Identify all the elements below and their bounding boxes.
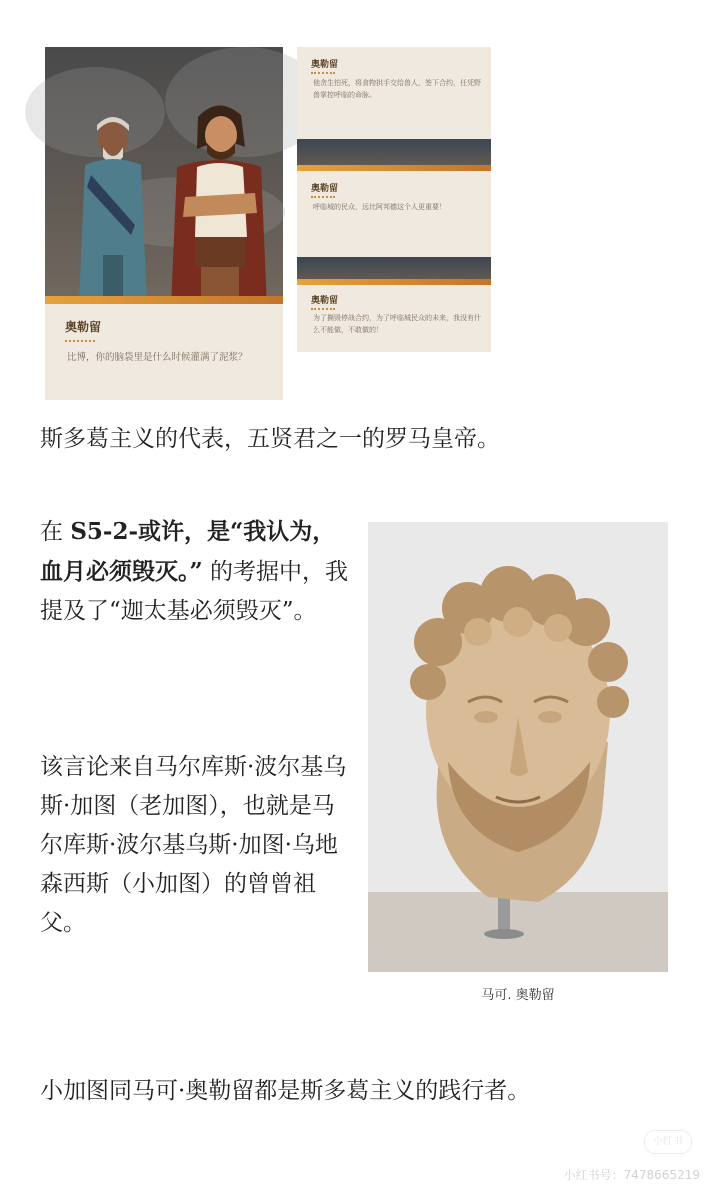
paragraph-intro: 斯多葛主义的代表，五贤君之一的罗马皇帝。 bbox=[40, 426, 500, 452]
paragraph-conclusion: 小加图同马可·奥勒留都是斯多葛主义的践行者。 bbox=[40, 1078, 531, 1104]
dotted-divider bbox=[65, 340, 95, 344]
dialogue-line: 呼临城的民众，远比阿邦德这个人更重要！ bbox=[313, 203, 446, 211]
dialogue-line: 比博，你的脑袋里是什么时候灌满了泥浆？ bbox=[67, 352, 248, 363]
figure-caption: 马可. 奥勒留 bbox=[481, 988, 555, 1003]
aurelius-character-illustration bbox=[163, 97, 273, 307]
speaker-name: 奥勒留 bbox=[311, 296, 339, 306]
dialogue-accent-band bbox=[45, 296, 283, 304]
paragraph-cato: 该言论来自马尔库斯·波尔基乌斯·加图（老加图），也就是马尔库斯·波尔基乌斯·加图·乌地森西斯（小加图）的曾曾祖父。 bbox=[40, 754, 347, 936]
dialogue-panel-1 bbox=[297, 47, 491, 139]
xiaohongshu-logo: 小红书 bbox=[644, 1130, 692, 1154]
game-screenshot-right bbox=[297, 47, 491, 352]
paragraph-reference-bold: S5-2-或许，是“我认为，血月必须毁灭。” bbox=[40, 518, 336, 585]
dotted-divider bbox=[311, 72, 335, 74]
dialogue-box bbox=[45, 304, 283, 400]
elder-character-illustration bbox=[73, 105, 153, 305]
paragraph-reference-pre: 在 bbox=[40, 519, 71, 545]
dialogue-panel-2 bbox=[297, 171, 491, 257]
speaker-name: 奥勒留 bbox=[65, 320, 102, 334]
dialogue-line: 为了撕毁停战合约，为了呼临城民众的未来，我没有什么不能做，不敢做的！ bbox=[313, 314, 481, 334]
game-screenshot-left bbox=[45, 47, 283, 363]
watermark-text: 小红书号：7478665219 bbox=[563, 1168, 700, 1182]
speaker-name: 奥勒留 bbox=[311, 60, 339, 70]
paragraph-reference bbox=[40, 512, 350, 631]
speaker-name: 奥勒留 bbox=[311, 184, 339, 194]
dialogue-panel-3 bbox=[297, 285, 491, 352]
dotted-divider bbox=[311, 308, 335, 310]
dotted-divider bbox=[311, 196, 335, 198]
paragraph-reference-post: 的考据中，我提及了“迦太基必须毁灭”。 bbox=[40, 559, 349, 624]
dialogue-line: 他贪生怕死，将食物拱手交给兽人，签下合约，任凭野兽掌控呼临的命脉。 bbox=[313, 79, 481, 99]
marcus-aurelius-bust-photo bbox=[368, 522, 668, 972]
